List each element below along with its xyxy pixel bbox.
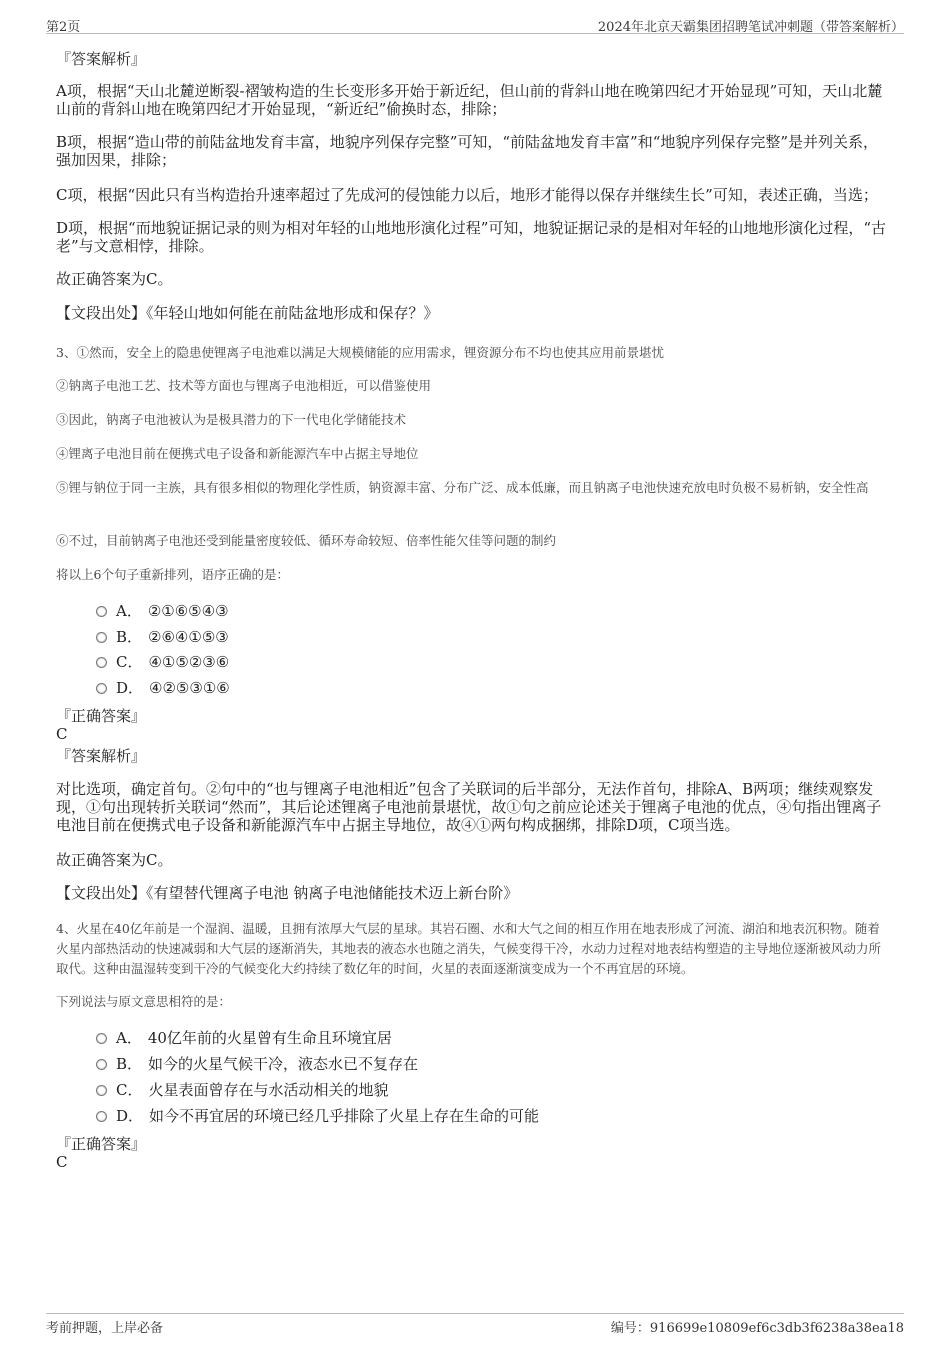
q3-option-d[interactable] [96, 679, 230, 697]
q3-answer-label: 『正确答案』 [56, 707, 147, 725]
q4-question: 下列说法与原文意思相符的是： [56, 994, 232, 1009]
option-text: ②①⑥⑤④③ [147, 602, 229, 620]
q4-passage: 4、火星在40亿年前是一个湿润、温暖，且拥有浓厚大气层的星球。其岩石圈、水和大气之间的相互作用在地表形成了河流、湖泊和地表沉积物。随着火星内部热活动的快速减弱和大气层的逐渐消失，其地表的液态水也随之消失，气候变得干冷，水动力过程对地表结构塑造的主导地位逐渐被风动力所取代。这种由温湿转变到干冷的气候变化大约持续了数亿年的时间，火星的表面逐渐演变成为一个不再宜居的环境。 [56, 921, 882, 976]
q3-option-c[interactable] [96, 653, 229, 671]
q4-answer-label: 『正确答案』 [56, 1135, 147, 1153]
q2-source: 【文段出处】《年轻山地如何能在前陆盆地形成和保存？》 [56, 304, 439, 322]
q3-source: 【文段出处】《有望替代锂离子电池 钠离子电池储能技术迈上新台阶》 [56, 884, 519, 902]
q2-analysis-c: C项，根据“因此只有当构造抬升速率超过了先成河的侵蚀能力以后，地形才能得以保存并继续生长”可知，表述正确，当选； [56, 186, 878, 204]
option-text: 如今的火星气候干冷，液态水已不复存在 [148, 1055, 419, 1073]
q3-sentence-4: ④锂离子电池目前在便携式电子设备和新能源汽车中占据主导地位 [56, 446, 419, 461]
header-divider [46, 33, 904, 34]
radio-icon[interactable] [96, 1059, 107, 1070]
q3-analysis: 对比选项，确定首句。②句中的“也与锂离子电池相近”包含了关联词的后半部分，无法作首句，排除A、B两项；继续观察发现，①句出现转折关联词“然而”，其后论述锂离子电池前景堪忧，故①句之前应论述关于锂离子电池的优点，④句指出锂离子电池目前在便携式电子设备和新能源汽车中占据主导地位，故④①两句构成捆绑，排除D项，C项当选。 [56, 780, 882, 834]
option-letter: C． [116, 1081, 143, 1099]
q3-question: 将以上6个句子重新排列，语序正确的是： [56, 567, 289, 582]
radio-icon[interactable] [96, 606, 107, 617]
q2-analysis-b: B项，根据“造山带的前陆盆地发育丰富，地貌序列保存完整”可知，“前陆盆地发育丰富”和“地貌序列保存完整”是并列关系，强加因果，排除； [56, 133, 879, 169]
document-id: 编号：916699e10809ef6c3db3f6238a38ea18 [610, 1321, 904, 1336]
option-letter: B． [116, 1055, 143, 1073]
q3-sentence-6: ⑥不过，目前钠离子电池还受到能量密度较低、循环寿命较短、倍率性能欠佳等问题的制约 [56, 533, 557, 548]
q3-answer: C [56, 725, 68, 743]
option-letter: A． [116, 602, 142, 620]
q3-conclusion: 故正确答案为C。 [56, 851, 173, 869]
footer-slogan: 考前押题，上岸必备 [46, 1321, 164, 1336]
radio-icon[interactable] [96, 1085, 107, 1096]
option-text: ②⑥④①⑤③ [148, 628, 229, 646]
page-number: 第2页 [46, 20, 81, 35]
option-letter: C． [116, 653, 143, 671]
q4-option-c[interactable] [96, 1081, 389, 1099]
q3-option-b[interactable] [96, 628, 229, 646]
q2-conclusion: 故正确答案为C。 [56, 270, 173, 288]
q2-analysis-d: D项，根据“而地貌证据记录的则为相对年轻的山地地形演化过程”可知，地貌证据记录的是相对年轻的山地地形演化过程，“古老”与文意相悖，排除。 [56, 219, 887, 255]
q3-sentence-5: ⑤锂与钠位于同一主族，具有很多相似的物理化学性质，钠资源丰富、分布广泛、成本低廉，而且钠离子电池快速充放电时负极不易析钠，安全性高 [56, 480, 869, 495]
radio-icon[interactable] [96, 657, 107, 668]
radio-icon[interactable] [96, 683, 107, 694]
radio-icon[interactable] [96, 1111, 107, 1122]
option-letter: D． [116, 1107, 144, 1125]
option-letter: B． [116, 628, 143, 646]
option-text: 火星表面曾存在与水活动相关的地貌 [148, 1081, 389, 1099]
q4-option-b[interactable] [96, 1055, 418, 1073]
q2-analysis-a: A项，根据“天山北麓逆断裂-褶皱构造的生长变形多开始于新近纪，但山前的背斜山地在晚第四纪才开始显现”可知，天山北麓山前的背斜山地在晚第四纪才开始显现，“新近纪”偷换时态，排除； [56, 82, 883, 118]
q4-option-a[interactable] [96, 1029, 392, 1047]
option-letter: D． [116, 679, 144, 697]
q3-option-a[interactable] [96, 602, 229, 620]
radio-icon[interactable] [96, 1033, 107, 1044]
option-text: 如今不再宜居的环境已经几乎排除了火星上存在生命的可能 [149, 1107, 540, 1125]
footer-divider [46, 1313, 904, 1314]
option-text: ④①⑤②③⑥ [148, 653, 230, 671]
q3-analysis-label: 『答案解析』 [56, 747, 147, 765]
option-text: ④②⑤③①⑥ [149, 679, 230, 697]
q3-sentence-2: ②钠离子电池工艺、技术等方面也与锂离子电池相近，可以借鉴使用 [56, 378, 432, 393]
q2-analysis-label: 『答案解析』 [56, 50, 147, 68]
q4-answer: C [56, 1153, 68, 1171]
q3-sentence-3: ③因此，钠离子电池被认为是极具潜力的下一代电化学储能技术 [56, 412, 407, 427]
q3-sentence-1: 3、①然而，安全上的隐患使锂离子电池难以满足大规模储能的应用需求，锂资源分布不均也使其应用前景堪忧 [56, 345, 664, 360]
document-title: 2024年北京天霸集团招聘笔试冲刺题（带答案解析） [597, 20, 904, 35]
radio-icon[interactable] [96, 632, 107, 643]
q4-option-d[interactable] [96, 1107, 539, 1125]
option-letter: A． [116, 1029, 142, 1047]
option-text: 40亿年前的火星曾有生命且环境宜居 [147, 1029, 392, 1047]
